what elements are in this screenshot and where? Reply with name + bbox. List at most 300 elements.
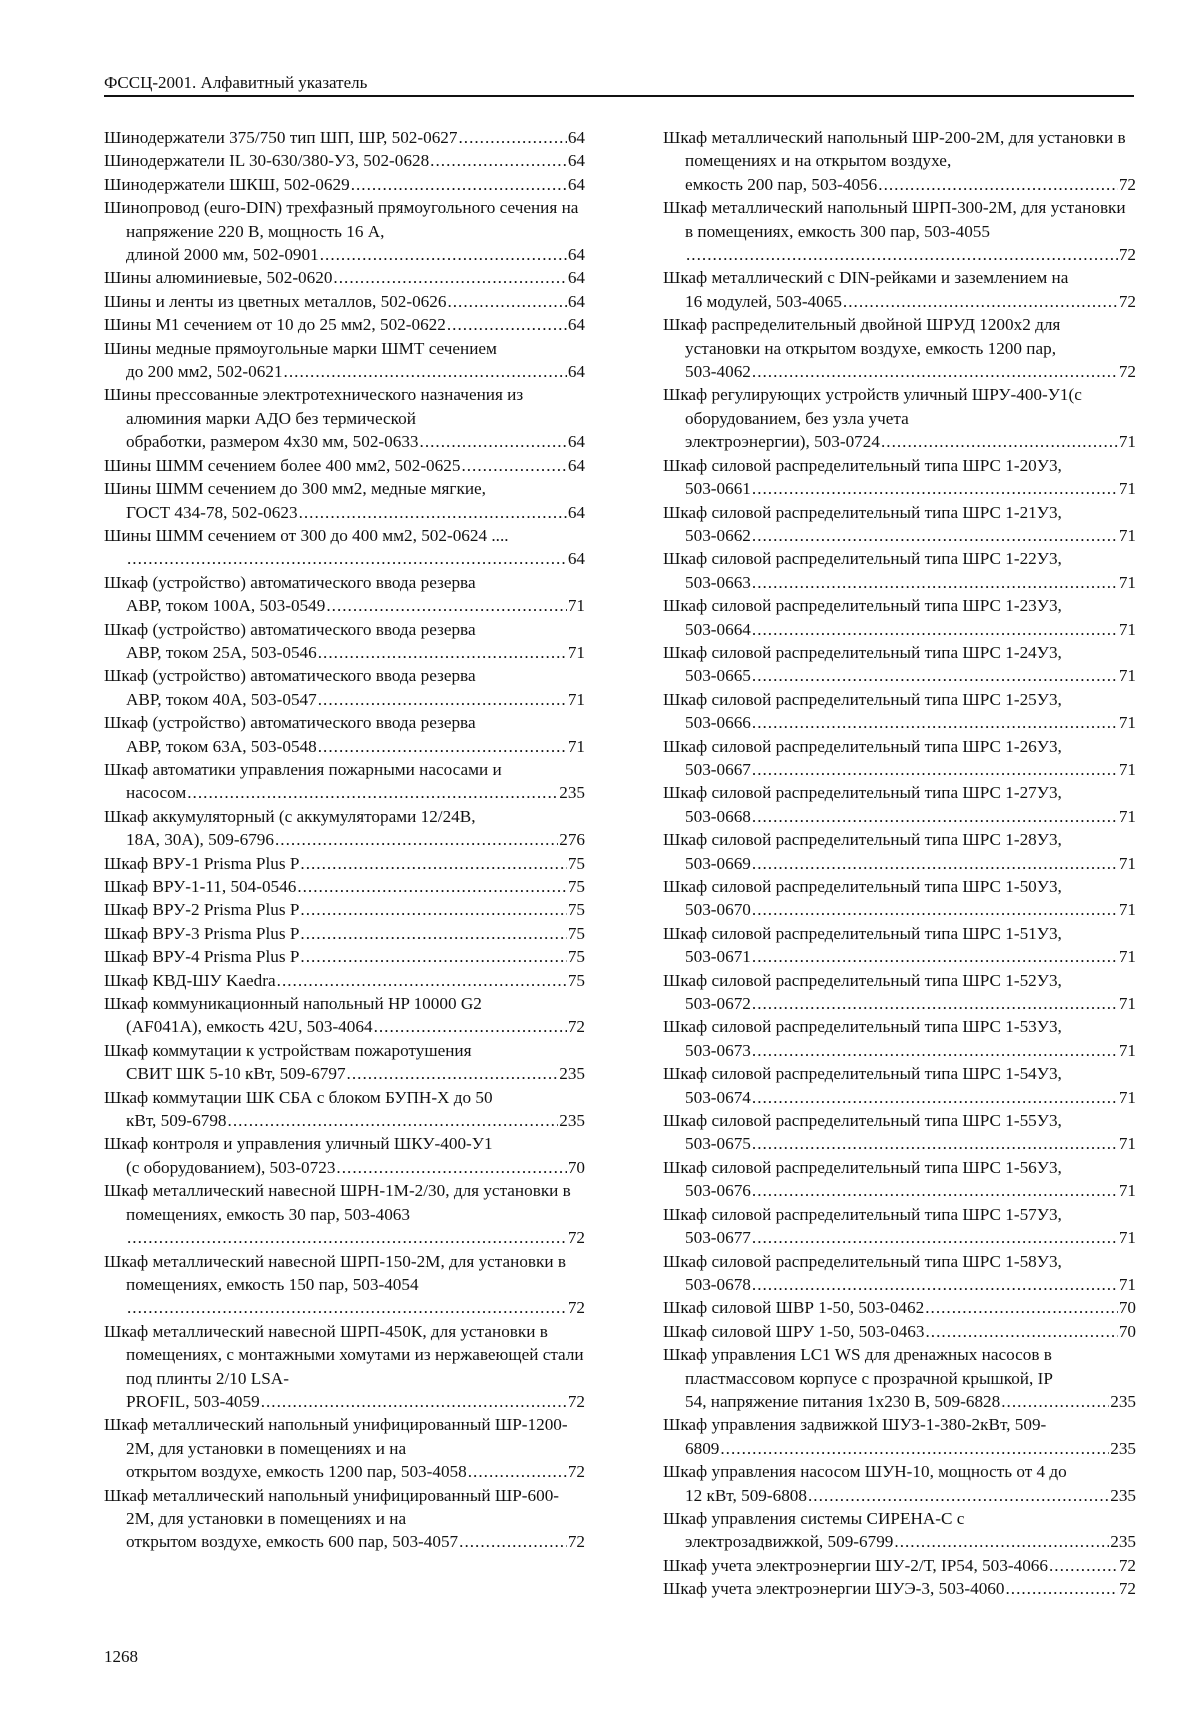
entry-text: Шкаф (устройство) автоматического ввода резерва bbox=[104, 619, 476, 639]
entry-tail-text: 503-0678 bbox=[685, 1274, 751, 1294]
entry-text: Шкаф металлический напольный унифицированный ШР-1200-2М, для установки в помещениях и на bbox=[104, 1415, 568, 1458]
entry-tail-text: Шкаф учета электроэнергии ШУЭ-3, 503-4060 bbox=[663, 1579, 1005, 1599]
entry-text: Шкаф металлический напольный ШР-200-2М, для установки в помещениях и на открытом воздухе, bbox=[663, 128, 1126, 171]
entry-leader-line bbox=[663, 1390, 1136, 1413]
entry-page-number: 71 bbox=[567, 642, 585, 662]
index-entry bbox=[104, 196, 585, 266]
entry-tail-text: емкость 200 пар, 503-4056 bbox=[685, 174, 878, 194]
entry-leader-line bbox=[663, 360, 1136, 383]
entry-page-number: 71 bbox=[1118, 1087, 1136, 1107]
entry-leader-line bbox=[663, 992, 1136, 1015]
dot-leader bbox=[420, 430, 567, 453]
index-column-left bbox=[104, 126, 585, 1554]
entry-page-number: 72 bbox=[1118, 291, 1136, 311]
entry-text: Шкаф (устройство) автоматического ввода резерва bbox=[104, 666, 476, 686]
entry-leader-line bbox=[104, 290, 585, 313]
entry-tail-text: PROFIL, 503-4059 bbox=[126, 1391, 260, 1411]
entry-tail-text: Шины ШММ сечением более 400 мм2, 502-0625 bbox=[104, 455, 461, 475]
entry-page-number: 64 bbox=[567, 128, 585, 147]
entry-tail-text: Шкаф ВРУ-3 Prisma Plus P bbox=[104, 923, 300, 943]
entry-leader-line bbox=[104, 945, 585, 968]
entry-page-number: 235 bbox=[1110, 1438, 1136, 1458]
index-entry bbox=[104, 266, 585, 289]
entry-tail-text: Шинодержатели 375/750 тип ШП, ШР, 502-0627 bbox=[104, 128, 458, 147]
entry-leader-line bbox=[104, 173, 585, 196]
entry-page-number: 75 bbox=[567, 947, 585, 967]
entry-text: Шины ШММ сечением от 300 до 400 мм2, 502-0624 .... bbox=[104, 525, 509, 545]
entry-leader-line bbox=[104, 641, 585, 664]
dot-leader bbox=[752, 1039, 1118, 1062]
index-entry bbox=[663, 1554, 1136, 1577]
entry-page-number: 64 bbox=[567, 549, 585, 569]
entry-leader-line bbox=[663, 1132, 1136, 1155]
entry-tail-text: насосом bbox=[126, 783, 187, 803]
dot-leader bbox=[686, 243, 1118, 266]
entry-page-number: 72 bbox=[1118, 1579, 1136, 1599]
entry-leader-line bbox=[104, 1296, 585, 1319]
entry-leader-line bbox=[104, 922, 585, 945]
dot-leader bbox=[333, 266, 566, 289]
index-entry bbox=[104, 852, 585, 875]
entry-page-number: 71 bbox=[1118, 1040, 1136, 1060]
entry-leader-line bbox=[663, 805, 1136, 828]
entry-leader-line bbox=[663, 1226, 1136, 1249]
entry-tail-text: (AF041A), емкость 42U, 503-4064 bbox=[126, 1017, 373, 1037]
entry-page-number: 64 bbox=[567, 268, 585, 288]
entry-tail-text: электроэнергии), 503-0724 bbox=[685, 432, 880, 452]
entry-tail-text: 503-0668 bbox=[685, 806, 751, 826]
entry-leader-line bbox=[663, 898, 1136, 921]
entry-leader-line bbox=[663, 1296, 1136, 1319]
entry-leader-line bbox=[663, 758, 1136, 781]
index-entry bbox=[663, 828, 1136, 875]
dot-leader bbox=[752, 852, 1118, 875]
index-entry bbox=[104, 1086, 585, 1133]
dot-leader bbox=[752, 1226, 1118, 1249]
dot-leader bbox=[752, 805, 1118, 828]
entry-leader-line bbox=[663, 243, 1136, 266]
entry-tail-text: Шкаф ВРУ-2 Prisma Plus P bbox=[104, 900, 300, 920]
entry-leader-line bbox=[663, 1039, 1136, 1062]
entry-leader-line bbox=[663, 1554, 1136, 1577]
dot-leader bbox=[1005, 1577, 1117, 1600]
dot-leader bbox=[284, 360, 567, 383]
entry-leader-line bbox=[104, 969, 585, 992]
entry-leader-line bbox=[104, 243, 585, 266]
index-entry bbox=[104, 875, 585, 898]
dot-leader bbox=[300, 898, 566, 921]
index-entry bbox=[104, 1039, 585, 1086]
entry-text: Шины ШММ сечением до 300 мм2, медные мягкие, bbox=[104, 479, 486, 499]
dot-leader bbox=[300, 852, 566, 875]
index-entry bbox=[104, 758, 585, 805]
entry-tail-text: 6809 bbox=[685, 1438, 720, 1458]
entry-page-number: 71 bbox=[1118, 853, 1136, 873]
index-entry bbox=[104, 1484, 585, 1554]
dot-leader bbox=[297, 875, 566, 898]
entry-text: Шкаф силовой распределительный типа ШРС 1-21У3, bbox=[663, 502, 1062, 522]
entry-page-number: 72 bbox=[1118, 1555, 1136, 1575]
index-entry bbox=[104, 454, 585, 477]
entry-leader-line bbox=[104, 781, 585, 804]
index-entry bbox=[663, 875, 1136, 922]
index-entry bbox=[663, 1320, 1136, 1343]
index-entry bbox=[663, 1156, 1136, 1203]
dot-leader bbox=[275, 828, 558, 851]
entry-tail-text: Шкаф ВРУ-4 Prisma Plus P bbox=[104, 947, 300, 967]
entry-tail-text: открытом воздухе, емкость 1200 пар, 503-4058 bbox=[126, 1462, 467, 1482]
index-entry bbox=[104, 664, 585, 711]
index-entry bbox=[663, 1413, 1136, 1460]
index-entry bbox=[663, 1062, 1136, 1109]
entry-page-number: 71 bbox=[1118, 713, 1136, 733]
entry-text: Шкаф распределительный двойной ШРУД 1200х2 для установки на открытом воздухе, емкость 1200 пар, bbox=[663, 315, 1061, 358]
entry-tail-text: 503-0662 bbox=[685, 525, 751, 545]
entry-leader-line bbox=[104, 688, 585, 711]
entry-page-number: 235 bbox=[559, 1064, 585, 1084]
entry-page-number: 71 bbox=[567, 689, 585, 709]
entry-leader-line bbox=[104, 547, 585, 570]
entry-leader-line bbox=[104, 1109, 585, 1132]
entry-leader-line bbox=[104, 126, 585, 149]
dot-leader bbox=[878, 173, 1118, 196]
entry-page-number: 71 bbox=[1118, 572, 1136, 592]
dot-leader bbox=[752, 758, 1118, 781]
dot-leader bbox=[300, 945, 566, 968]
index-entry bbox=[104, 969, 585, 992]
entry-leader-line bbox=[663, 290, 1136, 313]
entry-leader-line bbox=[663, 664, 1136, 687]
dot-leader bbox=[752, 1273, 1118, 1296]
entry-page-number: 71 bbox=[1118, 1181, 1136, 1201]
entry-text: Шкаф коммуникационный напольный HP 10000 G2 bbox=[104, 994, 482, 1014]
entry-tail-text: (с оборудованием), 503-0723 bbox=[126, 1157, 336, 1177]
index-entry bbox=[663, 922, 1136, 969]
entry-tail-text: 503-4062 bbox=[685, 362, 751, 382]
entry-tail-text: СВИТ ШК 5-10 кВт, 509-6797 bbox=[126, 1064, 346, 1084]
dot-leader bbox=[326, 594, 566, 617]
entry-text: Шины прессованные электротехнического назначения из алюминия марки АДО без термической bbox=[104, 385, 524, 428]
entry-text: Шинопровод (euro-DIN) трехфазный прямоугольного сечения на напряжение 220 В, мощность 16 А, bbox=[104, 198, 579, 241]
entry-tail-text: ГОСТ 434-78, 502-0623 bbox=[126, 502, 298, 522]
entry-text: Шкаф коммутации ШК СБА с блоком БУПН-Х до 50 bbox=[104, 1087, 493, 1107]
index-entry bbox=[663, 688, 1136, 735]
index-entry bbox=[104, 1250, 585, 1320]
page-number: 1268 bbox=[104, 1647, 138, 1666]
entry-page-number: 75 bbox=[567, 877, 585, 896]
entry-leader-line bbox=[104, 1015, 585, 1038]
entry-text: Шкаф силовой распределительный типа ШРС 1-28У3, bbox=[663, 830, 1062, 850]
dot-leader bbox=[808, 1484, 1109, 1507]
entry-leader-line bbox=[663, 1484, 1136, 1507]
entry-page-number: 71 bbox=[1118, 994, 1136, 1014]
index-entry bbox=[663, 1203, 1136, 1250]
entry-tail-text: 503-0674 bbox=[685, 1087, 751, 1107]
entry-leader-line bbox=[663, 618, 1136, 641]
index-entry bbox=[663, 1577, 1136, 1600]
entry-page-number: 75 bbox=[567, 923, 585, 943]
index-entry bbox=[104, 571, 585, 618]
entry-leader-line bbox=[663, 571, 1136, 594]
entry-leader-line bbox=[104, 313, 585, 336]
entry-text: Шкаф управления системы СИРЕНА-С с bbox=[663, 1508, 965, 1528]
entry-page-number: 71 bbox=[1118, 619, 1136, 639]
entry-tail-text: АВР, током 25А, 503-0546 bbox=[126, 642, 317, 662]
index-entry bbox=[663, 1343, 1136, 1413]
entry-page-number: 70 bbox=[1118, 1298, 1136, 1318]
entry-page-number: 64 bbox=[567, 151, 585, 171]
entry-leader-line bbox=[104, 360, 585, 383]
running-title: ФССЦ-2001. Алфавитный указатель bbox=[104, 73, 368, 92]
entry-leader-line bbox=[104, 828, 585, 851]
index-entry bbox=[104, 149, 585, 172]
dot-leader bbox=[430, 149, 567, 172]
entry-page-number: 235 bbox=[1110, 1485, 1136, 1505]
index-entry bbox=[663, 266, 1136, 313]
dot-leader bbox=[752, 618, 1118, 641]
entry-text: Шкаф регулирующих устройств уличный ШРУ-400-У1(с оборудованием, без узла учета bbox=[663, 385, 1082, 428]
entry-page-number: 64 bbox=[567, 291, 585, 311]
index-entry bbox=[104, 1413, 585, 1483]
entry-page-number: 71 bbox=[567, 736, 585, 756]
dot-leader bbox=[228, 1109, 559, 1132]
index-entry bbox=[663, 1250, 1136, 1297]
entry-text: Шкаф контроля и управления уличный ШКУ-400-У1 bbox=[104, 1134, 493, 1154]
entry-tail-text: 503-0672 bbox=[685, 994, 751, 1014]
dot-leader bbox=[752, 524, 1118, 547]
entry-page-number: 64 bbox=[567, 502, 585, 522]
entry-page-number: 71 bbox=[1118, 1134, 1136, 1154]
entry-tail-text: обработки, размером 4х30 мм, 502-0633 bbox=[126, 432, 419, 452]
index-entry bbox=[663, 1296, 1136, 1319]
dot-leader bbox=[720, 1437, 1109, 1460]
entry-page-number: 75 bbox=[567, 900, 585, 920]
dot-leader bbox=[752, 1179, 1118, 1202]
entry-tail-text: АВР, током 63А, 503-0548 bbox=[126, 736, 317, 756]
entry-text: Шкаф металлический навесной ШРН-1М-2/30, для установки в помещениях, емкость 30 пар, 503-4063 bbox=[104, 1181, 571, 1224]
entry-tail-text: длиной 2000 мм, 502-0901 bbox=[126, 245, 319, 265]
entry-tail-text: кВт, 509-6798 bbox=[126, 1111, 227, 1131]
index-entry bbox=[104, 618, 585, 665]
index-entry bbox=[663, 641, 1136, 688]
index-column-right bbox=[663, 126, 1136, 1601]
entry-tail-text: Шины М1 сечением от 10 до 25 мм2, 502-0622 bbox=[104, 315, 446, 335]
entry-tail-text: АВР, током 100А, 503-0549 bbox=[126, 596, 326, 616]
index-entry bbox=[663, 454, 1136, 501]
entry-page-number: 235 bbox=[559, 783, 585, 803]
entry-leader-line bbox=[663, 1273, 1136, 1296]
dot-leader bbox=[320, 243, 567, 266]
entry-page-number: 71 bbox=[1118, 947, 1136, 967]
entry-text: Шкаф силовой распределительный типа ШРС 1-56У3, bbox=[663, 1157, 1062, 1177]
dot-leader bbox=[752, 711, 1118, 734]
dot-leader bbox=[752, 1132, 1118, 1155]
index-entry bbox=[104, 313, 585, 336]
entry-text: Шкаф аккумуляторный (с аккумуляторами 12/24В, bbox=[104, 806, 476, 826]
dot-leader bbox=[752, 992, 1118, 1015]
dot-leader bbox=[752, 477, 1118, 500]
index-entry bbox=[663, 126, 1136, 196]
index-entry bbox=[663, 383, 1136, 453]
index-entry bbox=[104, 945, 585, 968]
entry-leader-line bbox=[104, 852, 585, 875]
entry-leader-line bbox=[104, 1460, 585, 1483]
dot-leader bbox=[468, 1460, 567, 1483]
dot-leader bbox=[752, 571, 1118, 594]
page-header bbox=[104, 72, 1134, 97]
index-entry bbox=[663, 1109, 1136, 1156]
entry-leader-line bbox=[663, 711, 1136, 734]
entry-leader-line bbox=[663, 173, 1136, 196]
entry-text: Шины медные прямоугольные марки ШМТ сечением bbox=[104, 338, 497, 358]
entry-text: Шкаф металлический навесной ШРП-150-2М, для установки в помещениях, емкость 150 пар, 503-4054 bbox=[104, 1251, 567, 1294]
entry-leader-line bbox=[104, 898, 585, 921]
dot-leader bbox=[127, 1226, 567, 1249]
entry-page-number: 64 bbox=[567, 455, 585, 475]
index-entry bbox=[104, 992, 585, 1039]
entry-tail-text: 503-0667 bbox=[685, 759, 751, 779]
entry-tail-text: 503-0666 bbox=[685, 713, 751, 733]
entry-leader-line bbox=[104, 735, 585, 758]
entry-page-number: 72 bbox=[567, 1462, 585, 1482]
dot-leader bbox=[299, 501, 567, 524]
entry-leader-line bbox=[663, 477, 1136, 500]
entry-page-number: 276 bbox=[559, 830, 585, 850]
entry-text: Шкаф силовой распределительный типа ШРС 1-54У3, bbox=[663, 1064, 1062, 1084]
entry-page-number: 64 bbox=[567, 174, 585, 194]
entry-text: Шкаф силовой распределительный типа ШРС 1-26У3, bbox=[663, 736, 1062, 756]
dot-leader bbox=[881, 430, 1118, 453]
index-entry bbox=[104, 173, 585, 196]
dot-leader bbox=[318, 641, 567, 664]
entry-text: Шкаф металлический напольный ШРП-300-2М, для установки в помещениях, емкость 300 пар, 503-4055 bbox=[663, 198, 1126, 241]
entry-page-number: 75 bbox=[567, 853, 585, 873]
dot-leader bbox=[1001, 1390, 1109, 1413]
dot-leader bbox=[459, 1530, 567, 1553]
entry-tail-text: 503-0673 bbox=[685, 1040, 751, 1060]
entry-text: Шкаф автоматики управления пожарными насосами и bbox=[104, 759, 502, 779]
entry-text: Шкаф силовой распределительный типа ШРС 1-58У3, bbox=[663, 1251, 1062, 1271]
entry-leader-line bbox=[663, 1437, 1136, 1460]
entry-text: Шкаф силовой распределительный типа ШРС 1-27У3, bbox=[663, 783, 1062, 803]
index-entry bbox=[104, 126, 585, 149]
entry-page-number: 71 bbox=[1118, 666, 1136, 686]
entry-tail-text: открытом воздухе, емкость 600 пар, 503-4057 bbox=[126, 1532, 459, 1552]
entry-page-number: 72 bbox=[1118, 362, 1136, 382]
index-entry bbox=[663, 781, 1136, 828]
index-entry bbox=[104, 1320, 585, 1414]
entry-page-number: 64 bbox=[567, 245, 585, 265]
dot-leader bbox=[187, 781, 558, 804]
entry-leader-line bbox=[663, 1530, 1136, 1553]
entry-page-number: 72 bbox=[1118, 174, 1136, 194]
dot-leader bbox=[447, 313, 567, 336]
entry-page-number: 72 bbox=[1118, 245, 1136, 265]
index-entry bbox=[663, 594, 1136, 641]
entry-leader-line bbox=[663, 524, 1136, 547]
entry-leader-line bbox=[663, 1577, 1136, 1600]
entry-tail-text: Шкаф силовой ШРУ 1-50, 503-0463 bbox=[663, 1321, 925, 1341]
entry-tail-text: 503-0675 bbox=[685, 1134, 751, 1154]
entry-tail-text: электрозадвижкой, 509-6799 bbox=[685, 1532, 894, 1552]
entry-page-number: 71 bbox=[1118, 432, 1136, 452]
index-entry bbox=[663, 1460, 1136, 1507]
entry-text: Шкаф силовой распределительный типа ШРС 1-24У3, bbox=[663, 642, 1062, 662]
entry-page-number: 71 bbox=[1118, 759, 1136, 779]
index-entry bbox=[663, 196, 1136, 266]
dot-leader bbox=[318, 735, 567, 758]
entry-tail-text: Шинодержатели IL 30-630/380-У3, 502-0628 bbox=[104, 151, 430, 171]
dot-leader bbox=[752, 664, 1118, 687]
entry-leader-line bbox=[663, 430, 1136, 453]
entry-text: Шкаф металлический напольный унифицированный ШР-600-2М, для установки в помещениях и на bbox=[104, 1485, 560, 1528]
entry-page-number: 235 bbox=[559, 1111, 585, 1131]
dot-leader bbox=[925, 1296, 1118, 1319]
entry-tail-text: 503-0664 bbox=[685, 619, 751, 639]
entry-tail-text: 18А, 30А), 509-6796 bbox=[126, 830, 274, 850]
entry-tail-text: Шкаф ВРУ-1 Prisma Plus P bbox=[104, 853, 300, 873]
index-entry bbox=[104, 383, 585, 453]
entry-text: Шкаф (устройство) автоматического ввода резерва bbox=[104, 713, 476, 733]
entry-leader-line bbox=[104, 430, 585, 453]
entry-page-number: 70 bbox=[567, 1157, 585, 1177]
index-entry bbox=[104, 1132, 585, 1179]
dot-leader bbox=[458, 126, 566, 149]
entry-leader-line bbox=[104, 149, 585, 172]
entry-tail-text: 503-0663 bbox=[685, 572, 751, 592]
dot-leader bbox=[447, 290, 566, 313]
entry-tail-text: 503-0661 bbox=[685, 479, 751, 499]
dot-leader bbox=[843, 290, 1118, 313]
entry-page-number: 72 bbox=[567, 1298, 585, 1318]
entry-page-number: 71 bbox=[1118, 1274, 1136, 1294]
entry-page-number: 71 bbox=[1118, 1228, 1136, 1248]
dot-leader bbox=[336, 1156, 566, 1179]
dot-leader bbox=[127, 1296, 567, 1319]
entry-tail-text: 503-0671 bbox=[685, 947, 751, 967]
entry-text: Шкаф управления задвижкой ШУЗ-1-380-2кВт, 509- bbox=[663, 1415, 1047, 1435]
index-entry bbox=[104, 898, 585, 921]
entry-text: Шкаф металлический навесной ШРП-450К, для установки в помещениях, с монтажными хомутами из нержавеющей стали под плинты 2/10 LSA- bbox=[104, 1321, 584, 1388]
entry-leader-line bbox=[104, 1530, 585, 1553]
entry-leader-line bbox=[104, 1390, 585, 1413]
index-entry bbox=[104, 477, 585, 524]
index-entry bbox=[663, 1507, 1136, 1554]
entry-tail-text: до 200 мм2, 502-0621 bbox=[126, 362, 283, 382]
entry-text: Шкаф коммутации к устройствам пожаротушения bbox=[104, 1040, 472, 1060]
entry-leader-line bbox=[104, 1062, 585, 1085]
index-entry bbox=[663, 969, 1136, 1016]
dot-leader bbox=[318, 688, 567, 711]
entry-tail-text: Шкаф учета электроэнергии ШУ-2/Т, IP54, 503-4066 bbox=[663, 1555, 1048, 1575]
entry-text: Шкаф силовой распределительный типа ШРС 1-55У3, bbox=[663, 1111, 1062, 1131]
entry-page-number: 64 bbox=[567, 432, 585, 452]
entry-text: Шкаф силовой распределительный типа ШРС 1-22У3, bbox=[663, 549, 1062, 569]
dot-leader bbox=[261, 1390, 567, 1413]
entry-text: Шкаф (устройство) автоматического ввода резерва bbox=[104, 572, 476, 592]
entry-tail-text: Шины алюминиевые, 502-0620 bbox=[104, 268, 333, 288]
entry-leader-line bbox=[104, 594, 585, 617]
entry-tail-text: Шкаф ВРУ-1-11, 504-0546 bbox=[104, 877, 297, 896]
entry-page-number: 71 bbox=[1118, 806, 1136, 826]
entry-tail-text: Шинодержатели ШКШ, 502-0629 bbox=[104, 174, 350, 194]
entry-text: Шкаф силовой распределительный типа ШРС 1-50У3, bbox=[663, 877, 1062, 896]
entry-tail-text: 503-0669 bbox=[685, 853, 751, 873]
entry-page-number: 72 bbox=[567, 1391, 585, 1411]
entry-leader-line bbox=[104, 454, 585, 477]
entry-text: Шкаф силовой распределительный типа ШРС 1-20У3, bbox=[663, 455, 1062, 475]
index-entry bbox=[104, 922, 585, 945]
